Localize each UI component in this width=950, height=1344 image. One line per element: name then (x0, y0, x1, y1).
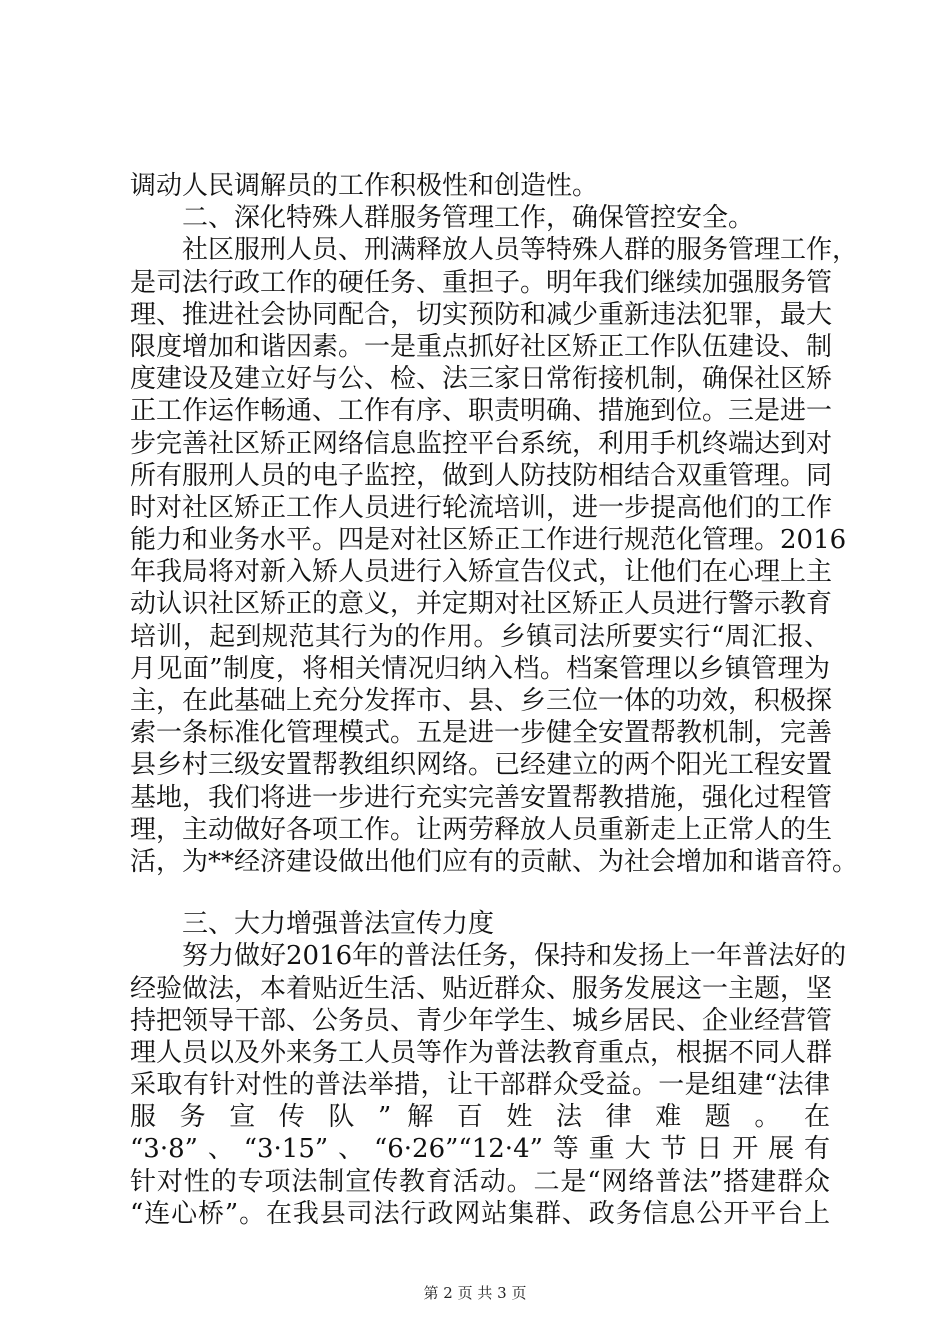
text-line: 努力做好2016年的普法任务，保持和发扬上一年普法好的 (130, 941, 847, 972)
text-line: 经验做法，本着贴近生活、贴近群众、服务发展这一主题，坚 (130, 973, 833, 1004)
text-line: 理、推进社会协同配合，切实预防和减少重新违法犯罪，最大 (130, 299, 833, 330)
text-line: 是司法行政工作的硬任务、重担子。明年我们继续加强服务管 (130, 267, 833, 298)
text-line: 县乡村三级安置帮教组织网络。已经建立的两个阳光工程安置 (130, 750, 833, 781)
text-line: 限度增加和谐因素。一是重点抓好社区矫正工作队伍建设、制 (130, 331, 833, 362)
text-line: 培训，起到规范其行为的作用。乡镇司法所要实行“周汇报、 (130, 621, 830, 652)
text-line: 正工作运作畅通、工作有序、职责明确、措施到位。三是进一 (130, 396, 833, 427)
text-line: 索一条标准化管理模式。五是进一步健全安置帮教机制，完善 (130, 718, 833, 749)
section-heading: 二、深化特殊人群服务管理工作，确保管控安全。 (130, 203, 755, 234)
text-line: 针对性的专项法制宣传教育活动。二是“网络普法”搭建群众 (130, 1166, 830, 1197)
text-line: 社区服刑人员、刑满释放人员等特殊人群的服务管理工作， (130, 235, 859, 266)
text-line: 理人员以及外来务工人员等作为普法教育重点，根据不同人群 (130, 1037, 833, 1068)
text-line: 活，为**经济建设做出他们应有的贡献、为社会增加和谐音符。 (130, 846, 859, 877)
text-line: 动认识社区矫正的意义，并定期对社区矫正人员进行警示教育 (130, 589, 833, 620)
paragraph-gap (130, 878, 830, 908)
text-line: 度建设及建立好与公、检、法三家日常衔接机制，确保社区矫 (130, 364, 833, 395)
text-line: 主，在此基础上充分发挥市、县、乡三位一体的功效，积极探 (130, 686, 833, 716)
text-line: 所有服刑人员的电子监控，做到人防技防相结合双重管理。同 (130, 460, 833, 491)
text-line: 步完善社区矫正网络信息监控平台系统，利用手机终端达到对 (130, 428, 833, 459)
section-heading: 三、大力增强普法宣传力度 (130, 909, 495, 940)
text-line: 服 务 宣 传 队 ” 解 百 姓 法 律 难 题 。 在 (130, 1102, 830, 1133)
text-line: 采取有针对性的普法举措，让干部群众受益。一是组建“法律 (130, 1070, 830, 1101)
text-line: 基地，我们将进一步进行充实完善安置帮教措施，强化过程管 (130, 782, 833, 813)
text-line: 月见面”制度，将相关情况归纳入档。档案管理以乡镇管理为 (130, 653, 830, 684)
text-line: 理，主动做好各项工作。让两劳释放人员重新走上正常人的生 (130, 814, 833, 845)
text-line: 调动人民调解员的工作积极性和创造性。 (130, 171, 599, 201)
text-line: “连心桥”。在我县司法行政网站集群、政务信息公开平台上 (130, 1198, 830, 1229)
text-line: 持把领导干部、公务员、青少年学生、城乡居民、企业经营管 (130, 1005, 833, 1036)
text-line: 年我局将对新入矫人员进行入矫宣告仪式，让他们在心理上主 (130, 557, 833, 588)
page-number-footer: 第 2 页 共 3 页 (423, 1284, 527, 1302)
text-line: “3·8”、“3·15”、“6·26”“12·4”等重大节日开展有 (130, 1134, 830, 1165)
text-line: 能力和业务水平。四是对社区矫正工作进行规范化管理。2016 (130, 525, 847, 556)
text-line: 时对社区矫正工作人员进行轮流培训，进一步提高他们的工作 (130, 492, 833, 523)
document-body (130, 170, 859, 1230)
